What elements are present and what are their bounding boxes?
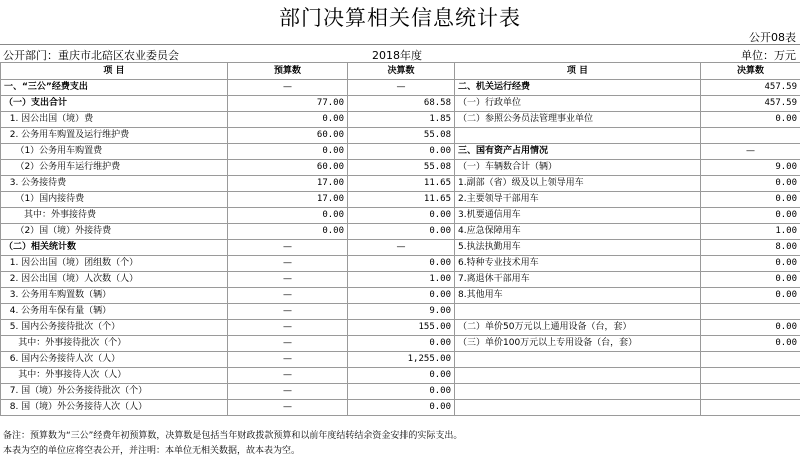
row-budget: 60.00 [228, 160, 348, 176]
row-final-right: 457.59 [701, 96, 800, 112]
row-budget: 0.00 [228, 112, 348, 128]
row-final: 0.00 [348, 208, 455, 224]
row-item-right [455, 400, 701, 416]
row-budget: — [228, 240, 348, 256]
row-final: 1.85 [348, 112, 455, 128]
row-final: 0.00 [348, 400, 455, 416]
row-budget: — [228, 320, 348, 336]
row-budget: 77.00 [228, 96, 348, 112]
row-final: 0.00 [348, 384, 455, 400]
row-final-right: 0.00 [701, 192, 800, 208]
table-row [1, 288, 800, 304]
row-final-right [701, 368, 800, 384]
row-item-right: 2.主要领导干部用车 [455, 192, 701, 208]
row-final-right [701, 304, 800, 320]
table-row [1, 192, 800, 208]
row-item-right [455, 352, 701, 368]
row-final: — [348, 80, 455, 96]
row-item-left: 3. 公务接待费 [1, 176, 228, 192]
row-budget: 0.00 [228, 144, 348, 160]
row-final-right [701, 400, 800, 416]
row-final: 155.00 [348, 320, 455, 336]
footnote-empty-table: 本表为空的单位应将空表公开，并注明：本单位无相关数据，故本表为空。 [3, 446, 301, 456]
table-row [1, 336, 800, 352]
row-item-left: 7. 国（境）外公务接待批次（个） [1, 384, 228, 400]
row-budget: — [228, 256, 348, 272]
row-item-right: 7.离退休干部用车 [455, 272, 701, 288]
row-final: 0.00 [348, 256, 455, 272]
row-item-right: （二）参照公务员法管理事业单位 [455, 112, 701, 128]
table-header-row [1, 63, 800, 80]
row-item-right [455, 368, 701, 384]
row-budget: — [228, 304, 348, 320]
row-final: 0.00 [348, 288, 455, 304]
row-budget: 0.00 [228, 224, 348, 240]
row-item-left: 4. 公务用车保有量（辆） [1, 304, 228, 320]
row-budget: — [228, 336, 348, 352]
row-final-right: 0.00 [701, 208, 800, 224]
row-final-right: 457.59 [701, 80, 800, 96]
row-item-left: （二）相关统计数 [1, 240, 228, 256]
row-budget: — [228, 368, 348, 384]
row-final-right: 0.00 [701, 288, 800, 304]
row-item-right: 5.执法执勤用车 [455, 240, 701, 256]
footnote-remark: 备注：预算数为“三公”经费年初预算数，决算数是包括当年财政拨款预算和以前年度结转结余资金安排的实际支出。 [3, 431, 463, 441]
row-final-right: 0.00 [701, 336, 800, 352]
row-final-right: 0.00 [701, 272, 800, 288]
row-final-right [701, 352, 800, 368]
row-final: 0.00 [348, 336, 455, 352]
row-budget: — [228, 288, 348, 304]
form-number: 公开08表 [749, 31, 796, 44]
table-row [1, 368, 800, 384]
row-item-left: 其中：外事接待人次（人） [1, 368, 228, 384]
row-budget: — [228, 400, 348, 416]
row-final: 55.08 [348, 160, 455, 176]
row-final-right: — [701, 144, 800, 160]
row-item-right: 1.副部（省）级及以上领导用车 [455, 176, 701, 192]
table-row [1, 96, 800, 112]
row-item-left: （1）国内接待费 [1, 192, 228, 208]
row-item-left: 1. 因公出国（境）费 [1, 112, 228, 128]
row-item-left: （一）支出合计 [1, 96, 228, 112]
table-row [1, 272, 800, 288]
row-budget: 17.00 [228, 192, 348, 208]
org-label: 公开部门：重庆市北碚区农业委员会 [3, 49, 179, 62]
header-item: 项 目 [1, 63, 228, 80]
row-item-left: （1）公务用车购置费 [1, 144, 228, 160]
table-row [1, 80, 800, 96]
row-item-left: 5. 国内公务接待批次（个） [1, 320, 228, 336]
row-item-right: （一）行政单位 [455, 96, 701, 112]
table-row [1, 400, 800, 416]
row-final: 0.00 [348, 144, 455, 160]
row-budget: — [228, 80, 348, 96]
table-row [1, 128, 800, 144]
row-item-left: 其中：外事接待费 [1, 208, 228, 224]
row-budget: — [228, 384, 348, 400]
table-row [1, 224, 800, 240]
row-item-right: 8.其他用车 [455, 288, 701, 304]
row-item-right: （一）车辆数合计（辆） [455, 160, 701, 176]
table-row [1, 112, 800, 128]
table-row [1, 176, 800, 192]
row-final-right: 0.00 [701, 320, 800, 336]
row-budget: — [228, 272, 348, 288]
table-row [1, 320, 800, 336]
table-row [1, 144, 800, 160]
row-final: 1.00 [348, 272, 455, 288]
unit-label: 单位：万元 [741, 49, 796, 62]
row-item-left: 其中：外事接待批次（个） [1, 336, 228, 352]
statistics-table [0, 62, 800, 416]
row-item-left: 2. 公务用车购置及运行维护费 [1, 128, 228, 144]
row-final: 0.00 [348, 368, 455, 384]
page-title: 部门决算相关信息统计表 [279, 6, 521, 30]
row-final: 11.65 [348, 192, 455, 208]
row-final-right: 8.00 [701, 240, 800, 256]
row-final-right: 0.00 [701, 112, 800, 128]
header-info-bar [0, 44, 800, 62]
table-row [1, 352, 800, 368]
row-item-right: 4.应急保障用车 [455, 224, 701, 240]
row-final: 11.65 [348, 176, 455, 192]
header-budget: 预算数 [228, 63, 348, 80]
row-item-left: 一、“三公”经费支出 [1, 80, 228, 96]
header-item-right: 项 目 [455, 63, 701, 80]
fiscal-year: 2018年度 [372, 49, 422, 62]
row-budget: 60.00 [228, 128, 348, 144]
table-row [1, 256, 800, 272]
row-budget: 17.00 [228, 176, 348, 192]
row-item-right [455, 304, 701, 320]
table-row [1, 304, 800, 320]
row-final: 55.08 [348, 128, 455, 144]
row-item-right: （三）单价100万元以上专用设备（台，套） [455, 336, 701, 352]
row-item-left: 1. 因公出国（境）团组数（个） [1, 256, 228, 272]
row-final-right [701, 128, 800, 144]
row-budget: 0.00 [228, 208, 348, 224]
row-final: — [348, 240, 455, 256]
header-final-right: 决算数 [701, 63, 800, 80]
row-final: 68.58 [348, 96, 455, 112]
row-item-left: 6. 国内公务接待人次（人） [1, 352, 228, 368]
row-final-right: 0.00 [701, 256, 800, 272]
row-final: 0.00 [348, 224, 455, 240]
row-item-left: 8. 国（境）外公务接待人次（人） [1, 400, 228, 416]
row-item-right: 二、机关运行经费 [455, 80, 701, 96]
row-item-right: （二）单价50万元以上通用设备（台，套） [455, 320, 701, 336]
table-row [1, 208, 800, 224]
row-item-left: 2. 因公出国（境）人次数（人） [1, 272, 228, 288]
table-row [1, 240, 800, 256]
row-item-right: 6.特种专业技术用车 [455, 256, 701, 272]
header-final: 决算数 [348, 63, 455, 80]
row-final-right [701, 384, 800, 400]
row-final-right: 1.00 [701, 224, 800, 240]
row-final: 1,255.00 [348, 352, 455, 368]
row-budget: — [228, 352, 348, 368]
row-item-left: 3. 公务用车购置数（辆） [1, 288, 228, 304]
row-final-right: 0.00 [701, 176, 800, 192]
row-final-right: 9.00 [701, 160, 800, 176]
row-final: 9.00 [348, 304, 455, 320]
table-row [1, 160, 800, 176]
row-item-left: （2）公务用车运行维护费 [1, 160, 228, 176]
table-row [1, 384, 800, 400]
row-item-right [455, 128, 701, 144]
row-item-right: 三、国有资产占用情况 [455, 144, 701, 160]
row-item-right: 3.机要通信用车 [455, 208, 701, 224]
row-item-left: （2）国（境）外接待费 [1, 224, 228, 240]
row-item-right [455, 384, 701, 400]
